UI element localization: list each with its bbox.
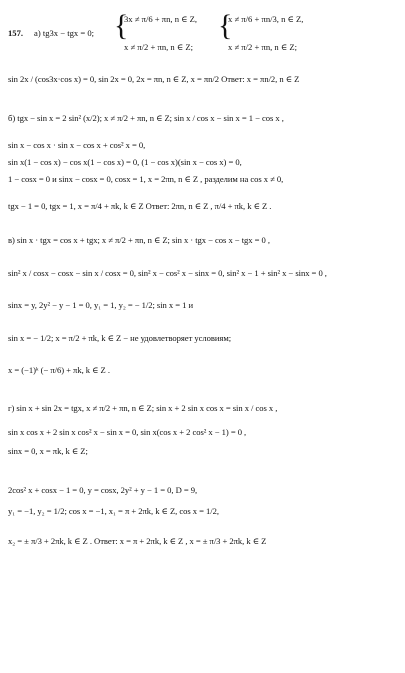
line-v-step1: sin² x / cosx − cosx − sin x / cosx = 0, sin² x − cos² x − sinx = 0, sin² x − 1 + sin² x − sinx = 0 , [8, 268, 327, 278]
line-g-step1: sin x cos x + 2 sin x cos² x − sin x = 0, sin x(cos x + 2 cos² x − 1) = 0 , [8, 427, 247, 437]
line-g-step2: sinx = 0, x = πk, k ∈ Z; [8, 446, 88, 456]
system2-line1: x ≠ π/6 + πn/3, n ∈ Z, [228, 14, 304, 24]
line-a-solution: sin 2x / (cos3x·cos x) = 0, sin 2x = 0, 2x = πn, n ∈ Z, x = πn/2 Ответ: x = πn/2, n ∈ Z [8, 74, 300, 84]
line-g-equation: г) sin x + sin 2x = tgx, x ≠ π/2 + πn, n ∈ Z; sin x + 2 sin x cos x = sin x / cos x , [8, 403, 278, 413]
line-v-equation: в) sin x · tgx = cos x + tgx; x ≠ π/2 + πn, n ∈ Z; sin x · tgx − cos x − tgx = 0 , [8, 235, 270, 245]
line-g-answer: x₂ = ± π/3 + 2πk, k ∈ Z . Ответ: x = π + 2πk, k ∈ Z , x = ± π/3 + 2πk, k ∈ Z [8, 536, 267, 546]
line-v-step2: sinx = y, 2y² − y − 1 = 0, y₁ = 1, y₂ = − 1/2; sin x = 1 и [8, 300, 194, 310]
line-b-equation: б) tgx − sin x = 2 sin² (x/2); x ≠ π/2 + πn, n ∈ Z; sin x / cos x − sin x = 1 − cos x , [8, 113, 284, 123]
line-b-step2: sin x(1 − cos x) − cos x(1 − cos x) = 0, (1 − cos x)(sin x − cos x) = 0, [8, 157, 242, 167]
problem-number: 157. [8, 28, 24, 38]
line-v-step3: sin x = − 1/2; x = π/2 + πk, k ∈ Z − не удовлетворяет условиям; [8, 333, 232, 343]
system1-line2: x ≠ π/2 + πn, n ∈ Z; [124, 42, 194, 52]
system2-line2: x ≠ π/2 + πn, n ∈ Z; [228, 42, 298, 52]
line-v-answer: x = (−1)ᵏ (− π/6) + πk, k ∈ Z . [8, 365, 110, 375]
system-brace-left: { [114, 9, 129, 42]
system1-line1: 3x ≠ π/6 + πn, n ∈ Z, [124, 14, 198, 24]
line-g-step4: y₁ = −1, y₂ = 1/2; cos x = −1, x₁ = π + 2πk, k ∈ Z, cos x = 1/2, [8, 506, 219, 516]
line-b-step3: 1 − cosx = 0 и sinx − cosx = 0, cosx = 1, x = 2πn, n ∈ Z , разделим на cos x ≠ 0, [8, 174, 284, 184]
part-a-equation: а) tg3x − tgx = 0; [34, 28, 95, 38]
line-b-answer: tgx − 1 = 0, tgx = 1, x = π/4 + πk, k ∈ Z Ответ: 2πn, n ∈ Z , π/4 + πk, k ∈ Z . [8, 201, 272, 211]
system-brace-right: { [218, 9, 233, 42]
line-b-step1: sin x − cos x · sin x − cos x + cos² x = 0, [8, 140, 146, 150]
line-g-step3: 2cos² x + cosx − 1 = 0, y = cosx, 2y² + y − 1 = 0, D = 9, [8, 485, 198, 495]
